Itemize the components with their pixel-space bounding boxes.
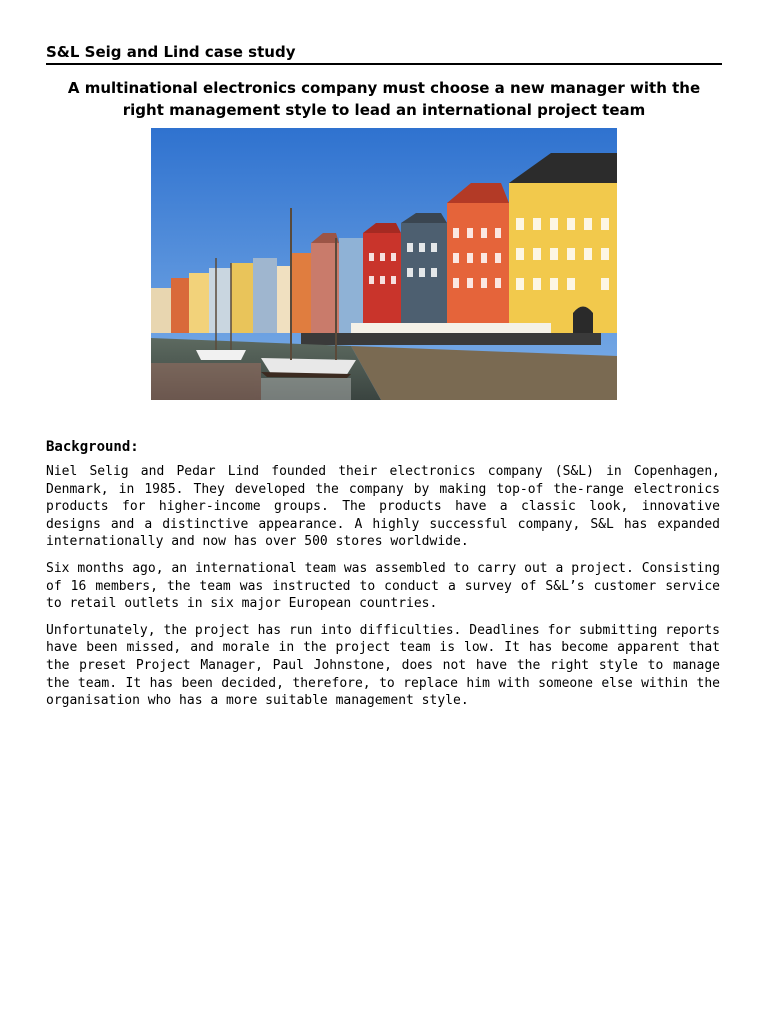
harbor-photo [151, 128, 617, 400]
title-rule [46, 63, 722, 65]
paragraph-1: Niel Selig and Pedar Lind founded their electronics company (S&L) in Copenhagen, Denmark, in 1985. They developed the company by making top-of the-range electronics products for higher-income groups. The products have a classic look, innovative designs and a distinctive appearance. A highly successful company, S&L has expanded internationally and now has over 500 stores worldwide. [46, 464, 720, 550]
paragraph-3: Unfortunately, the project has run into difficulties. Deadlines for submitting reports have been missed, and morale in the project team is low. It has become apparent that the preset Project Manager, Paul Johnstone, does not have the right style to manage the team. It has been decided, therefore, to replace him with someone else within the organisation who has a more suitable management style. [46, 622, 720, 709]
background-heading: Background: [46, 439, 139, 455]
body-text [46, 463, 720, 719]
paragraph-2: Six months ago, an international team was assembled to carry out a project. Consisting of 16 members, the team was instructed to conduct a survey of S&L’s customer service to retail outlets in six major European countries. [46, 560, 720, 612]
document-subtitle: A multinational electronics company must choose a new manager with the right management style to lead an international project team [67, 79, 701, 119]
document-title: S&L Seig and Lind case study [46, 43, 296, 61]
